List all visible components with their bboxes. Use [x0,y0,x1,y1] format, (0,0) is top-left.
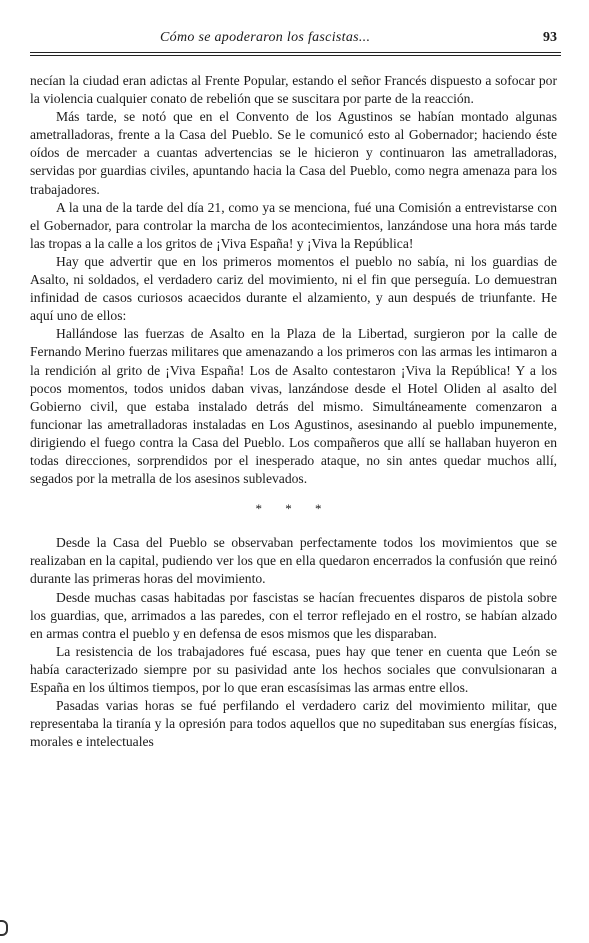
paragraph: necían la ciudad eran adictas al Frente Popular, estando el señor Francés dispuesto a sofocar por la violencia cualquier conato de rebelión que se suscitara por parte de la reacción. [30,73,557,107]
paragraph: Desde muchas casas habitadas por fascistas se hacían frecuentes disparos de pistola sobre los guardias, que, arrimados a las paredes, con el terror reflejado en el rostro, se habían alzado en armas contra el pueblo y en defensa de esos mismos que les disparaban. [30,589,557,641]
body-text [30,72,557,751]
running-head [30,28,561,50]
running-title: Cómo se apoderaron los fascistas... [160,30,371,45]
page-number: 93 [543,30,557,45]
paragraph: Pasadas varias horas se fué perfilando el verdadero cariz del movimiento militar, que representaba la tiranía y la opresión para todos aquellos que no supeditaban sus energías físicas, morales e intelectuales [30,698,557,750]
paragraph: La resistencia de los trabajadores fué escasa, pues hay que tener en cuenta que León se había caracterizado siempre por su pasividad ante los hechos sociales que convulsionaran a España en los últimos tiempos, por lo que eran escasísimas las armas entre ellos. [30,643,557,695]
paragraph: Desde la Casa del Pueblo se observaban perfectamente todos los movimientos que se realizaban en la capital, pudiendo ver los que en ella quedaron encerrados la confusión que reinó durante las primeras horas del movimiento. [30,535,557,587]
paragraph: Hay que advertir que en los primeros momentos el pueblo no sabía, ni los guardias de Asalto, ni soldados, el verdadero cariz del movimiento, ni el fin que perseguía. Lo demuestran infinidad de casos curiosos acaecidos durante el alzamiento, y aun después de triunfante. He aquí uno de ellos: [30,253,557,324]
scan-edge-mark [0,920,8,936]
section-separator: * * * [255,501,332,517]
paragraph: Más tarde, se notó que en el Convento de los Agustinos se habían montado algunas ametralladoras, frente a la Casa del Pueblo. Se le comunicó esto al Gobernador; haciendo éste oídos de mercader a cuantas advertencias se le hicieron y continuaron las ametralladoras, servidas por guardias civiles, apuntando hacia la Casa del Pueblo, como negra amenaza para los trabajadores. [30,109,557,197]
paragraph: A la una de la tarde del día 21, como ya se menciona, fué una Comisión a entrevistarse con el Gobernador, para controlar la marcha de los acontecimientos, lanzándose una hora más tarde las tropas a la calle a los gritos de ¡Viva España! y ¡Viva la República! [30,199,557,251]
header-rule-top [30,52,561,53]
header-rule-bottom [30,55,561,56]
paragraph: Hallándose las fuerzas de Asalto en la Plaza de la Libertad, surgieron por la calle de Fernando Merino fuerzas militares que amenazando a los primeros con las armas les intimaron a la rendición al grito de ¡Viva España! Los de Asalto contestaron ¡Viva la República! Y a los pocos momentos, todos unidos daban vivas, lanzándose desde el Hotel Oliden al asalto del Gobierno civil, que estaba instalado detrás del mismo. Simultáneamente comenzaron a funcionar las ametralladoras instaladas en Los Agustinos, asesinando al pueblo impunemente, dirigiendo el fuego contra la Casa del Pueblo. Los compañeros que allí se hallaban huyeron en todas direcciones, sorprendidos por el inesperado ataque, no sin antes quedar muchos allí, segados por la metralla de los asesinos sublevados. [30,326,557,487]
